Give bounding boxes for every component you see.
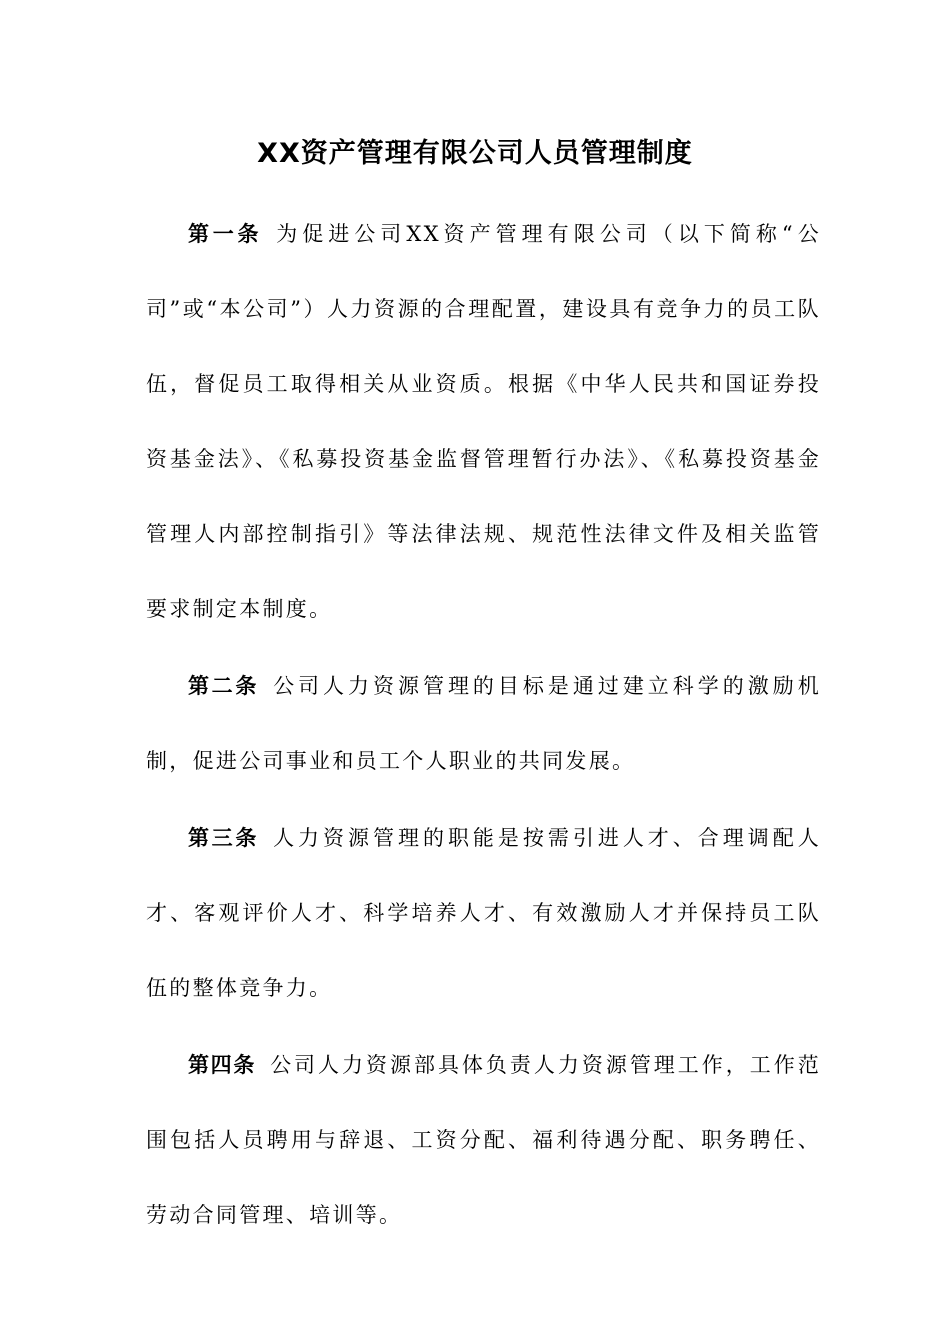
article-3 [146,801,821,1026]
article-number: 第一条 [188,222,263,246]
article-text: 公司人力资源部具体负责人力资源管理工作，工作范围包括人员聘用与辞退、工资分配、福利待遇分配、职务聘任、劳动合同管理、培训等。 [146,1053,822,1227]
article-number: 第三条 [188,826,260,850]
article-text: 人力资源管理的职能是按需引进人才、合理调配人才、客观评价人才、科学培养人才、有效激励人才并保持员工队伍的整体竞争力。 [146,826,822,1000]
article-text: 为促进公司XX资产管理有限公司（以下简称“公司”或“本公司”）人力资源的合理配置，建设具有竞争力的员工队伍，督促员工取得相关从业资质。根据《中华人民共和国证券投资基金法》、《私募投资基金监督管理暂行办法》、《私募投资基金管理人内部控制指引》等法律法规、规范性法律文件及相关监管要求制定本制度。 [146,222,822,621]
article-2 [146,649,821,799]
article-4 [146,1028,821,1253]
document-body [146,197,821,1255]
article-number: 第四条 [188,1053,257,1077]
document-title: XX资产管理有限公司人员管理制度 [257,138,693,169]
article-1 [146,197,821,647]
article-number: 第二条 [188,674,260,698]
article-text: 公司人力资源管理的目标是通过建立科学的激励机制，促进公司事业和员工个人职业的共同发展。 [146,674,822,773]
